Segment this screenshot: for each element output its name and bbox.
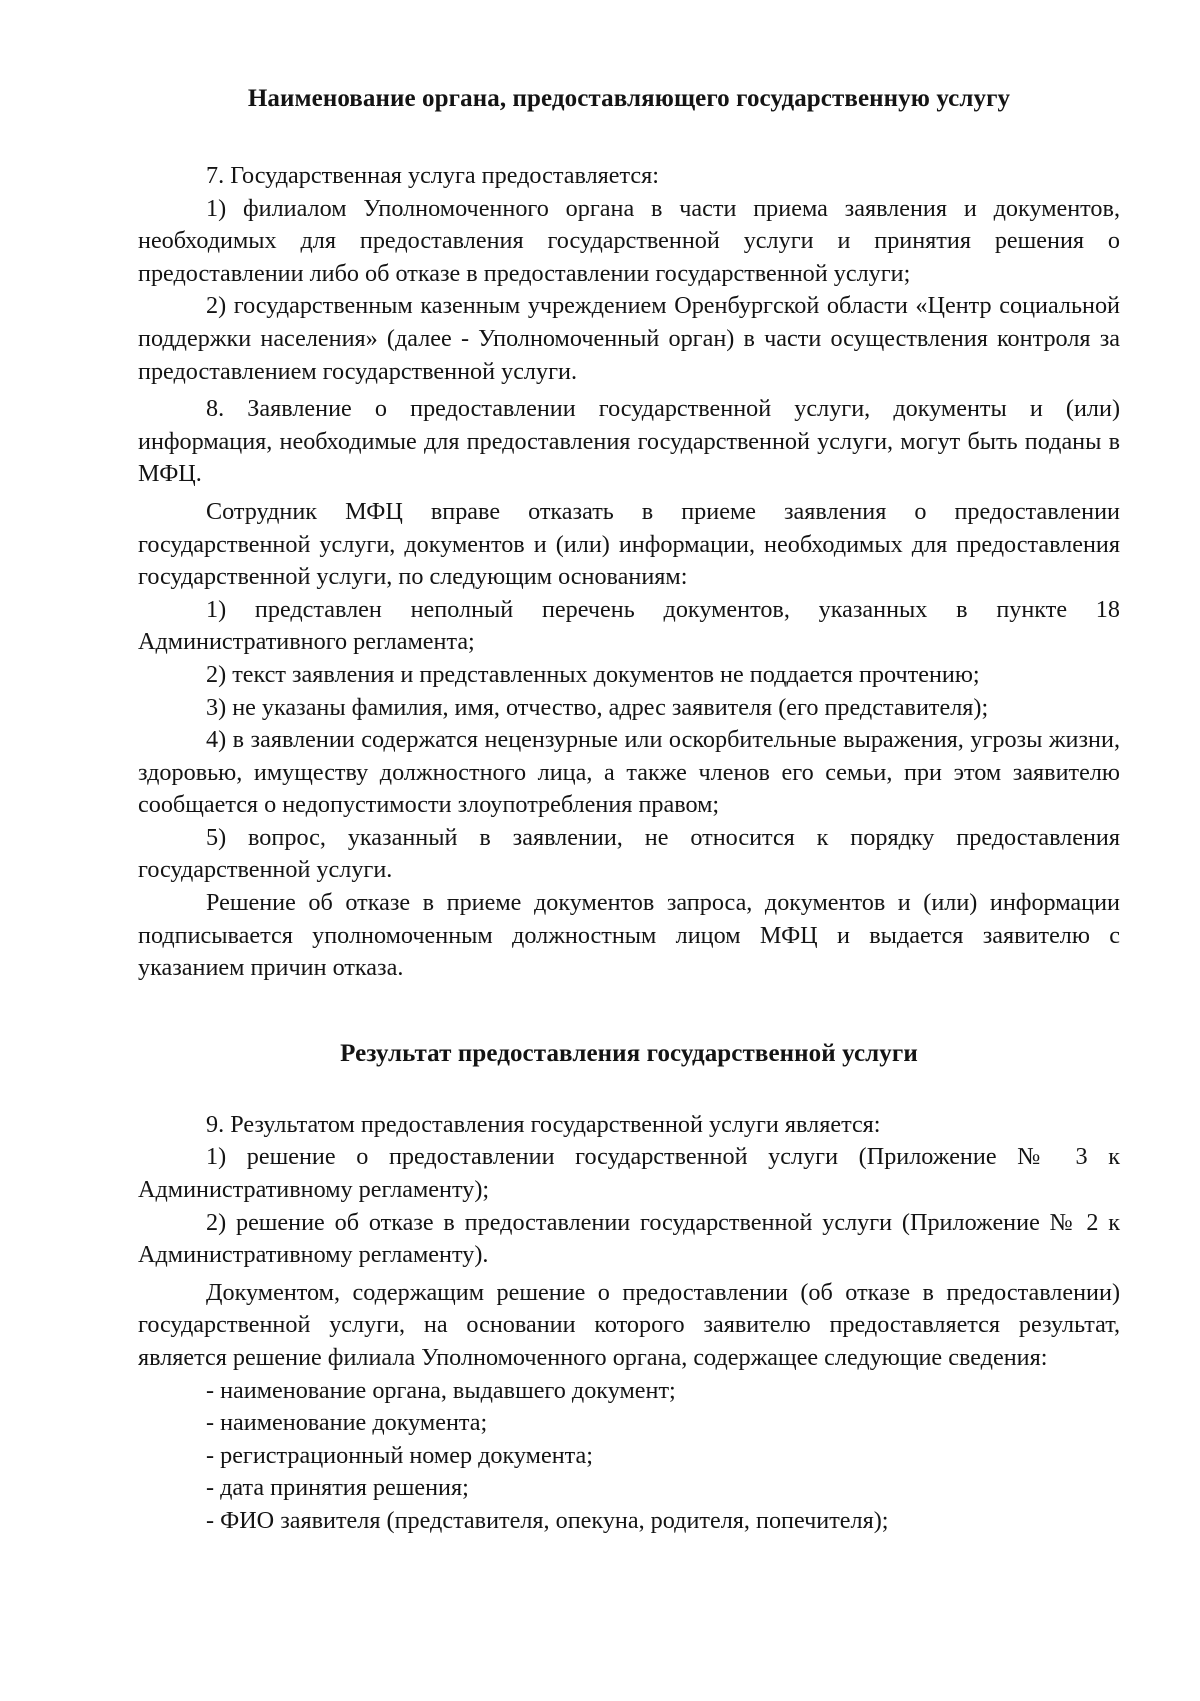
section-heading-issuing-body: Наименование органа, предоставляющего государственную услугу xyxy=(247,85,1011,112)
list-item: 2) текст заявления и представленных документов не поддается прочтению; xyxy=(206,660,980,688)
list-item: 5) вопрос, указанный в заявлении, не относится к порядку предоставления государственной услуги. xyxy=(138,823,1120,884)
list-item: 3) не указаны фамилия, имя, отчество, адрес заявителя (его представителя); xyxy=(206,693,989,721)
list-item: - дата принятия решения; xyxy=(206,1474,469,1502)
section-heading-result: Результат предоставления государственной услуги xyxy=(340,1039,918,1067)
paragraph: 8. Заявление о предоставлении государственной услуги, документы и (или) информация, необходимые для предоставления государственной услуги, могут быть поданы в МФЦ. xyxy=(138,395,1120,488)
paragraph: 2) государственным казенным учреждением Оренбургской области «Центр социальной поддержки населения» (далее - Уполномоченный орган) в части осуществления контроля за предоставлением государственной услуги. xyxy=(138,292,1120,385)
list-item: 2) решение об отказе в предоставлении государственной услуги (Приложение № 2 к Административному регламенту). xyxy=(138,1208,1120,1269)
paragraph: 1) филиалом Уполномоченного органа в части приема заявления и документов, необходимых для предоставления государственной услуги и принятия решения о предоставлении либо об отказе в предоставлении государственной услуги; xyxy=(138,194,1120,287)
paragraph: 7. Государственная услуга предоставляется: xyxy=(206,162,659,189)
list-item: - ФИО заявителя (представителя, опекуна, родителя, попечителя); xyxy=(206,1506,889,1534)
list-item: 4) в заявлении содержатся нецензурные или оскорбительные выражения, угрозы жизни, здоровью, имуществу должностного лица, а также членов его семьи, при этом заявителю сообщается о недопустимости злоупотребления правом; xyxy=(138,726,1120,819)
list-item: - регистрационный номер документа; xyxy=(206,1441,593,1469)
list-item: - наименование документа; xyxy=(206,1409,488,1437)
list-item: - наименование органа, выдавшего документ; xyxy=(206,1376,676,1404)
paragraph: Решение об отказе в приеме документов запроса, документов и (или) информации подписывается уполномоченным должностным лицом МФЦ и выдается заявителю с указанием причин отказа. xyxy=(138,889,1120,982)
paragraph: Документом, содержащим решение о предоставлении (об отказе в предоставлении) государственной услуги, на основании которого заявителю предоставляется результат, является решение филиала Уполномоченного органа, содержащее следующие сведения: xyxy=(138,1278,1120,1371)
paragraph: 9. Результатом предоставления государственной услуги является: xyxy=(206,1110,881,1138)
list-item: 1) решение о предоставлении государственной услуги (Приложение № 3 к Административному регламенту); xyxy=(138,1143,1120,1204)
document-body xyxy=(138,84,1120,1538)
paragraph: Сотрудник МФЦ вправе отказать в приеме заявления о предоставлении государственной услуги, документов и (или) информации, необходимых для предоставления государственной услуги, по следующим основаниям: xyxy=(138,497,1120,591)
list-item: 1) представлен неполный перечень документов, указанных в пункте 18 Административного регламента; xyxy=(138,595,1120,656)
